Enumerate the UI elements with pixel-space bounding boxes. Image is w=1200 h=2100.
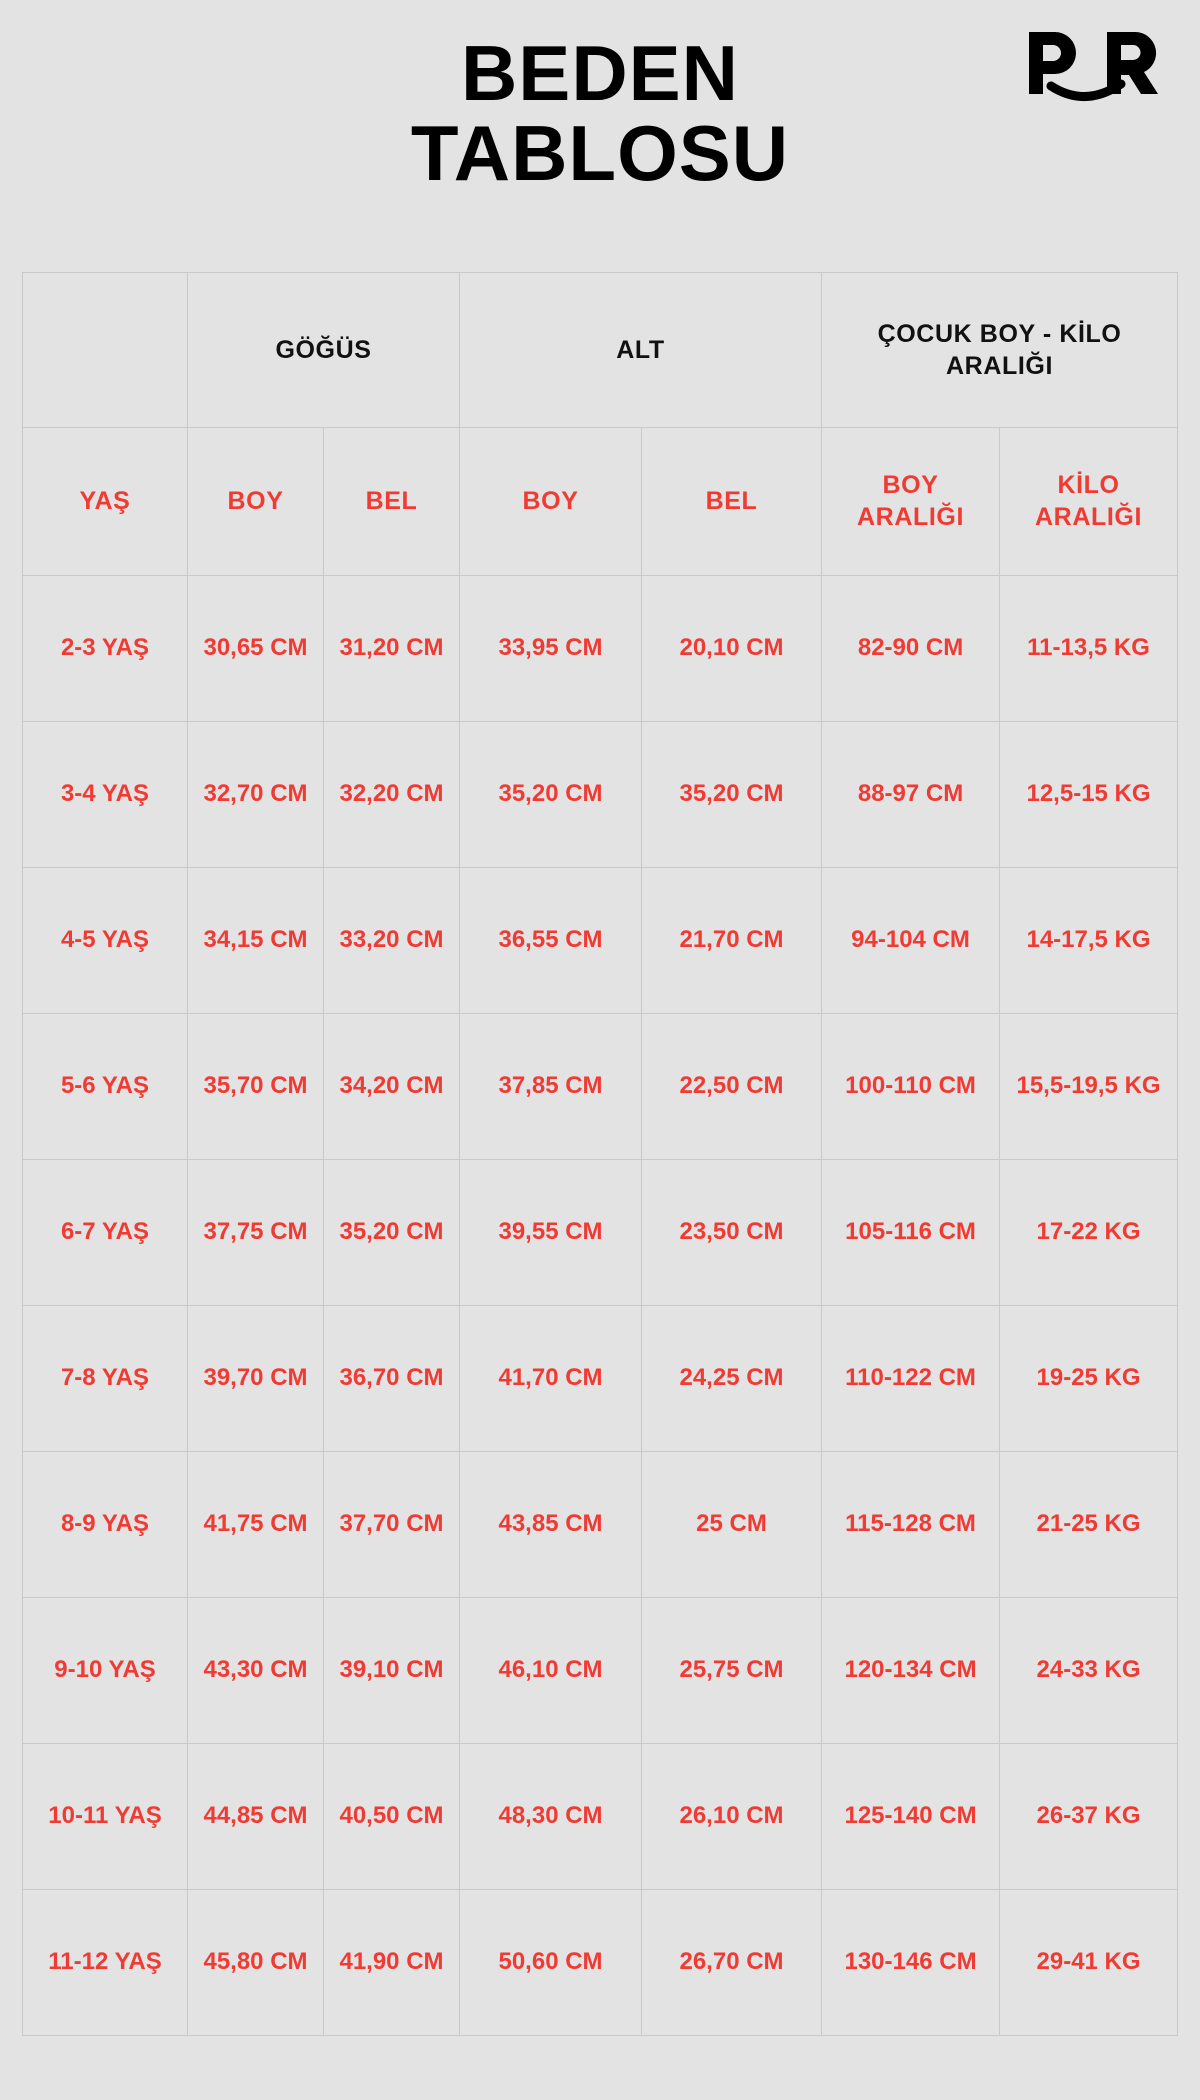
table-cell: 41,70 CM xyxy=(460,1306,642,1452)
table-cell: 115-128 CM xyxy=(822,1452,1000,1598)
table-cell: 130-146 CM xyxy=(822,1890,1000,2036)
table-cell: 110-122 CM xyxy=(822,1306,1000,1452)
table-cell: 39,55 CM xyxy=(460,1160,642,1306)
table-row xyxy=(23,1452,1178,1598)
table-cell: 33,20 CM xyxy=(324,868,460,1014)
table-cell: 44,85 CM xyxy=(188,1744,324,1890)
table-cell: 23,50 CM xyxy=(642,1160,822,1306)
table-cell: 94-104 CM xyxy=(822,868,1000,1014)
table-cell: 35,20 CM xyxy=(460,722,642,868)
table-cell: 36,70 CM xyxy=(324,1306,460,1452)
table-cell: 33,95 CM xyxy=(460,576,642,722)
table-body xyxy=(23,576,1178,2036)
table-cell: 20,10 CM xyxy=(642,576,822,722)
table-cell: 120-134 CM xyxy=(822,1598,1000,1744)
table-cell: 26,10 CM xyxy=(642,1744,822,1890)
table-column-header-0: YAŞ xyxy=(23,428,188,576)
table-cell: 34,15 CM xyxy=(188,868,324,1014)
table-cell: 26-37 KG xyxy=(1000,1744,1178,1890)
table-cell: 105-116 CM xyxy=(822,1160,1000,1306)
table-cell: 34,20 CM xyxy=(324,1014,460,1160)
table-cell: 3-4 YAŞ xyxy=(23,722,188,868)
table-cell: 26,70 CM xyxy=(642,1890,822,2036)
size-table xyxy=(22,272,1178,2036)
table-cell: 43,30 CM xyxy=(188,1598,324,1744)
table-cell: 15,5-19,5 KG xyxy=(1000,1014,1178,1160)
table-cell: 11-12 YAŞ xyxy=(23,1890,188,2036)
table-cell: 41,75 CM xyxy=(188,1452,324,1598)
size-table-wrapper xyxy=(22,272,1178,2036)
table-cell: 29-41 KG xyxy=(1000,1890,1178,2036)
table-cell: 11-13,5 KG xyxy=(1000,576,1178,722)
table-column-header-6: KİLO ARALIĞI xyxy=(1000,428,1178,576)
table-cell: 41,90 CM xyxy=(324,1890,460,2036)
table-column-header-4: BEL xyxy=(642,428,822,576)
page-title xyxy=(0,0,1200,197)
table-row xyxy=(23,1306,1178,1452)
table-cell: 36,55 CM xyxy=(460,868,642,1014)
table-cell: 12,5-15 KG xyxy=(1000,722,1178,868)
table-row xyxy=(23,1014,1178,1160)
table-column-header-3: BOY xyxy=(460,428,642,576)
table-row xyxy=(23,1160,1178,1306)
table-column-header-1: BOY xyxy=(188,428,324,576)
table-group-header-2: ALT xyxy=(460,273,822,428)
table-cell: 22,50 CM xyxy=(642,1014,822,1160)
table-cell: 24,25 CM xyxy=(642,1306,822,1452)
table-cell: 32,20 CM xyxy=(324,722,460,868)
table-cell: 35,70 CM xyxy=(188,1014,324,1160)
table-row xyxy=(23,1598,1178,1744)
table-cell: 45,80 CM xyxy=(188,1890,324,2036)
title-line-2: TABLOSU xyxy=(410,108,790,197)
table-cell: 48,30 CM xyxy=(460,1744,642,1890)
table-row xyxy=(23,1744,1178,1890)
table-cell: 30,65 CM xyxy=(188,576,324,722)
table-cell: 43,85 CM xyxy=(460,1452,642,1598)
table-row xyxy=(23,1890,1178,2036)
table-cell: 5-6 YAŞ xyxy=(23,1014,188,1160)
table-row xyxy=(23,868,1178,1014)
table-cell: 8-9 YAŞ xyxy=(23,1452,188,1598)
table-cell: 125-140 CM xyxy=(822,1744,1000,1890)
table-cell: 31,20 CM xyxy=(324,576,460,722)
table-cell: 6-7 YAŞ xyxy=(23,1160,188,1306)
table-cell: 19-25 KG xyxy=(1000,1306,1178,1452)
table-cell: 37,85 CM xyxy=(460,1014,642,1160)
table-cell: 32,70 CM xyxy=(188,722,324,868)
table-column-header-2: BEL xyxy=(324,428,460,576)
table-cell: 4-5 YAŞ xyxy=(23,868,188,1014)
table-cell: 46,10 CM xyxy=(460,1598,642,1744)
table-cell: 25 CM xyxy=(642,1452,822,1598)
table-cell: 2-3 YAŞ xyxy=(23,576,188,722)
table-cell: 37,70 CM xyxy=(324,1452,460,1598)
table-row xyxy=(23,576,1178,722)
table-cell: 39,10 CM xyxy=(324,1598,460,1744)
table-cell: 35,20 CM xyxy=(324,1160,460,1306)
table-group-header-0 xyxy=(23,273,188,428)
table-cell: 88-97 CM xyxy=(822,722,1000,868)
table-cell: 35,20 CM xyxy=(642,722,822,868)
table-row xyxy=(23,722,1178,868)
table-cell: 50,60 CM xyxy=(460,1890,642,2036)
table-group-header-3: ÇOCUK BOY - KİLO ARALIĞI xyxy=(822,273,1178,428)
table-cell: 10-11 YAŞ xyxy=(23,1744,188,1890)
table-group-header-1: GÖĞÜS xyxy=(188,273,460,428)
table-cell: 82-90 CM xyxy=(822,576,1000,722)
pr-logo xyxy=(1023,28,1168,103)
table-cell: 7-8 YAŞ xyxy=(23,1306,188,1452)
table-cell: 39,70 CM xyxy=(188,1306,324,1452)
table-cell: 14-17,5 KG xyxy=(1000,868,1178,1014)
table-cell: 25,75 CM xyxy=(642,1598,822,1744)
table-group-header-row xyxy=(23,273,1178,428)
title-line-1: BEDEN xyxy=(460,29,740,117)
table-cell: 21,70 CM xyxy=(642,868,822,1014)
table-cell: 24-33 KG xyxy=(1000,1598,1178,1744)
table-column-header-5: BOY ARALIĞI xyxy=(822,428,1000,576)
table-sub-header-row xyxy=(23,428,1178,576)
table-cell: 37,75 CM xyxy=(188,1160,324,1306)
table-cell: 40,50 CM xyxy=(324,1744,460,1890)
table-cell: 100-110 CM xyxy=(822,1014,1000,1160)
table-cell: 9-10 YAŞ xyxy=(23,1598,188,1744)
table-cell: 21-25 KG xyxy=(1000,1452,1178,1598)
table-cell: 17-22 KG xyxy=(1000,1160,1178,1306)
